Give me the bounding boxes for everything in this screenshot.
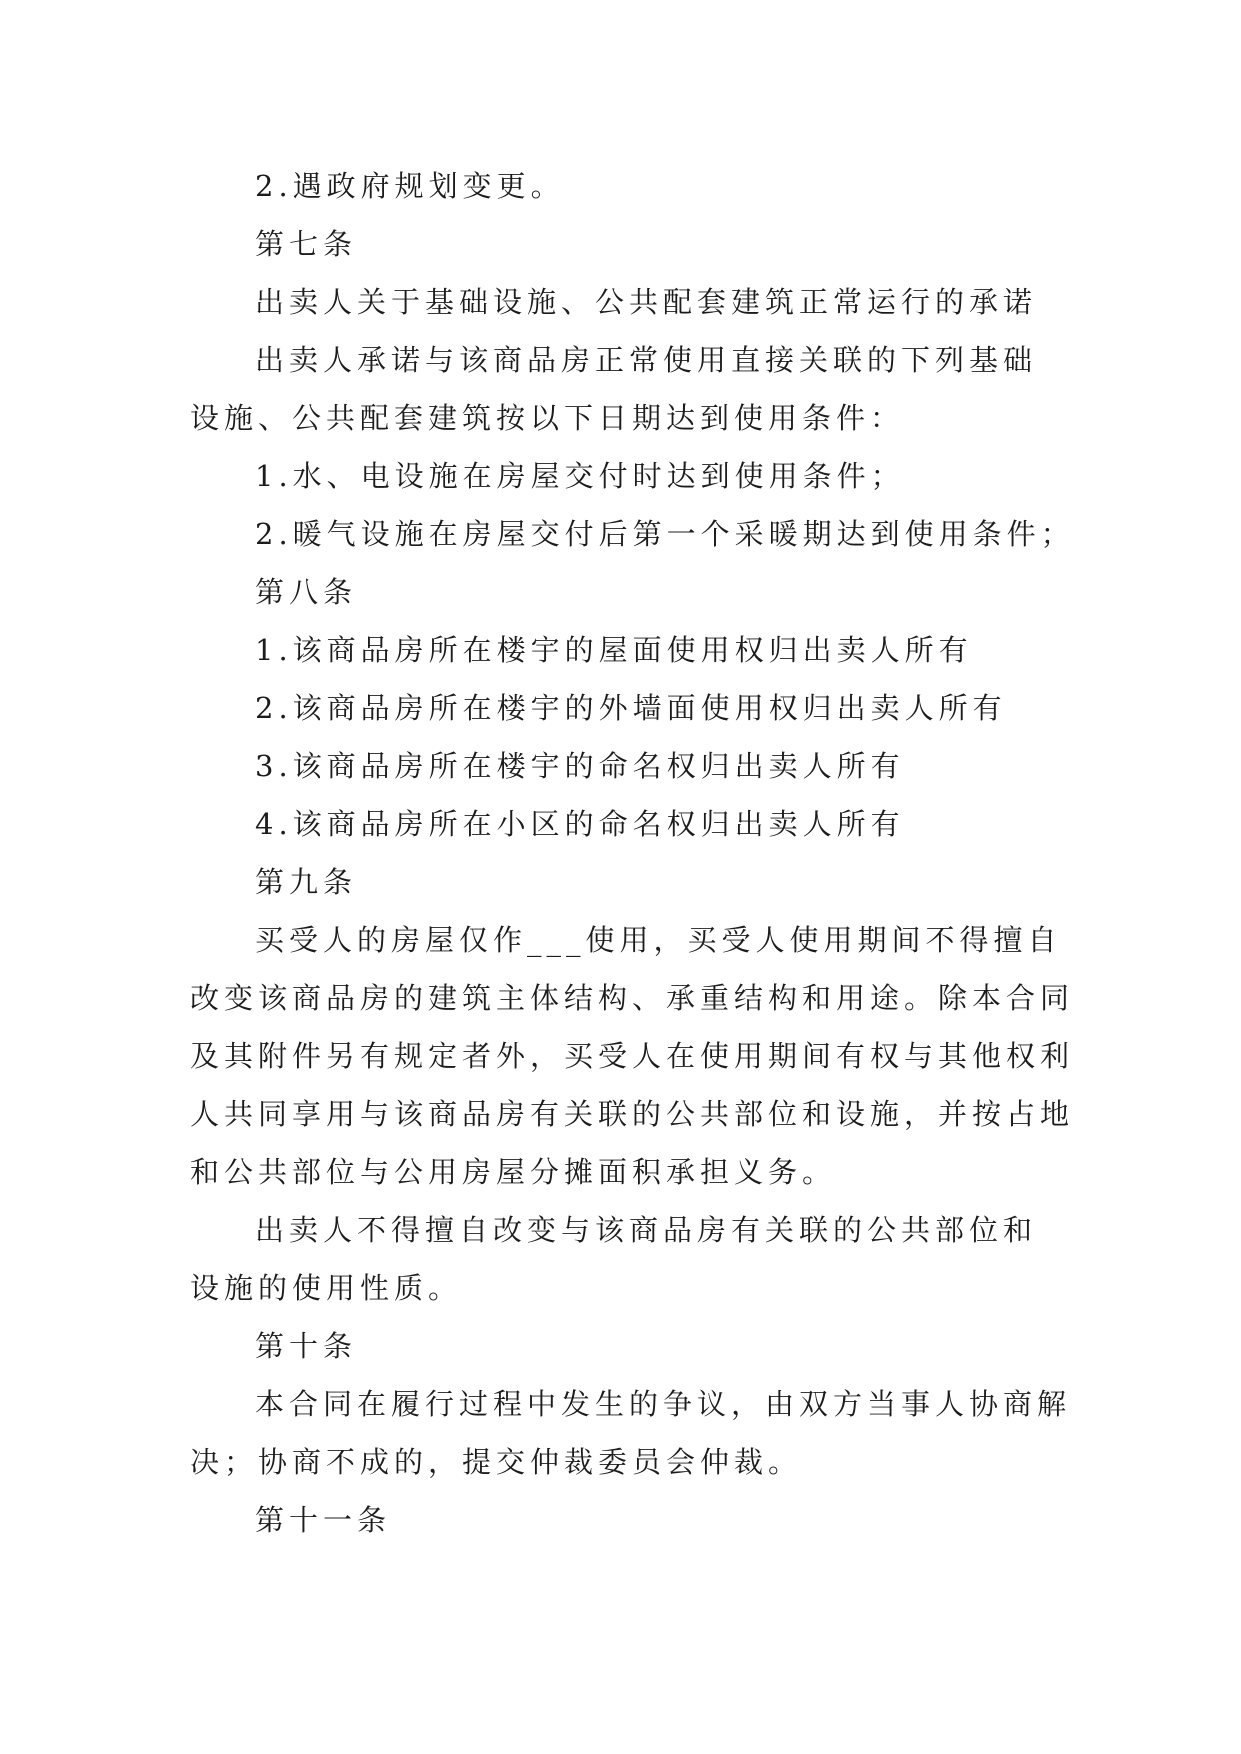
text-line: 2.遇政府规划变更。 <box>255 169 565 203</box>
text-line: 及其附件另有规定者外，买受人在使用期间有权与其他权利 <box>190 1039 1075 1073</box>
text-line: 1.该商品房所在楼宇的屋面使用权归出卖人所有 <box>255 633 973 667</box>
article-heading-8: 第八条 <box>255 575 358 609</box>
text-line: 人共同享用与该商品房有关联的公共部位和设施，并按占地 <box>190 1097 1075 1131</box>
article-heading-9: 第九条 <box>255 865 358 899</box>
text-line: 出卖人关于基础设施、公共配套建筑正常运行的承诺 <box>255 285 1038 319</box>
text-line: 改变该商品房的建筑主体结构、承重结构和用途。除本合同 <box>190 981 1075 1015</box>
text-line: 1.水、电设施在房屋交付时达到使用条件； <box>255 459 905 493</box>
text-line: 本合同在履行过程中发生的争议，由双方当事人协商解 <box>255 1387 1072 1421</box>
text-line: 设施的使用性质。 <box>190 1271 463 1305</box>
text-line: 4.该商品房所在小区的命名权归出卖人所有 <box>255 807 905 841</box>
text-line: 2.暖气设施在房屋交付后第一个采暖期达到使用条件； <box>255 517 1075 551</box>
article-heading-11: 第十一条 <box>255 1503 392 1537</box>
text-line: 3.该商品房所在楼宇的命名权归出卖人所有 <box>255 749 905 783</box>
contract-text <box>190 157 1080 1549</box>
text-line: 出卖人不得擅自改变与该商品房有关联的公共部位和 <box>255 1213 1038 1247</box>
text-line: 设施、公共配套建筑按以下日期达到使用条件： <box>190 401 905 435</box>
text-line: 和公共部位与公用房屋分摊面积承担义务。 <box>190 1155 837 1189</box>
article-heading-10: 第十条 <box>255 1329 358 1363</box>
text-line: 决；协商不成的，提交仲裁委员会仲裁。 <box>190 1445 803 1479</box>
article-heading-7: 第七条 <box>255 227 358 261</box>
text-line: 买受人的房屋仅作___使用，买受人使用期间不得擅自 <box>255 923 1062 957</box>
text-line: 出卖人承诺与该商品房正常使用直接关联的下列基础 <box>255 343 1038 377</box>
text-line: 2.该商品房所在楼宇的外墙面使用权归出卖人所有 <box>255 691 1007 725</box>
